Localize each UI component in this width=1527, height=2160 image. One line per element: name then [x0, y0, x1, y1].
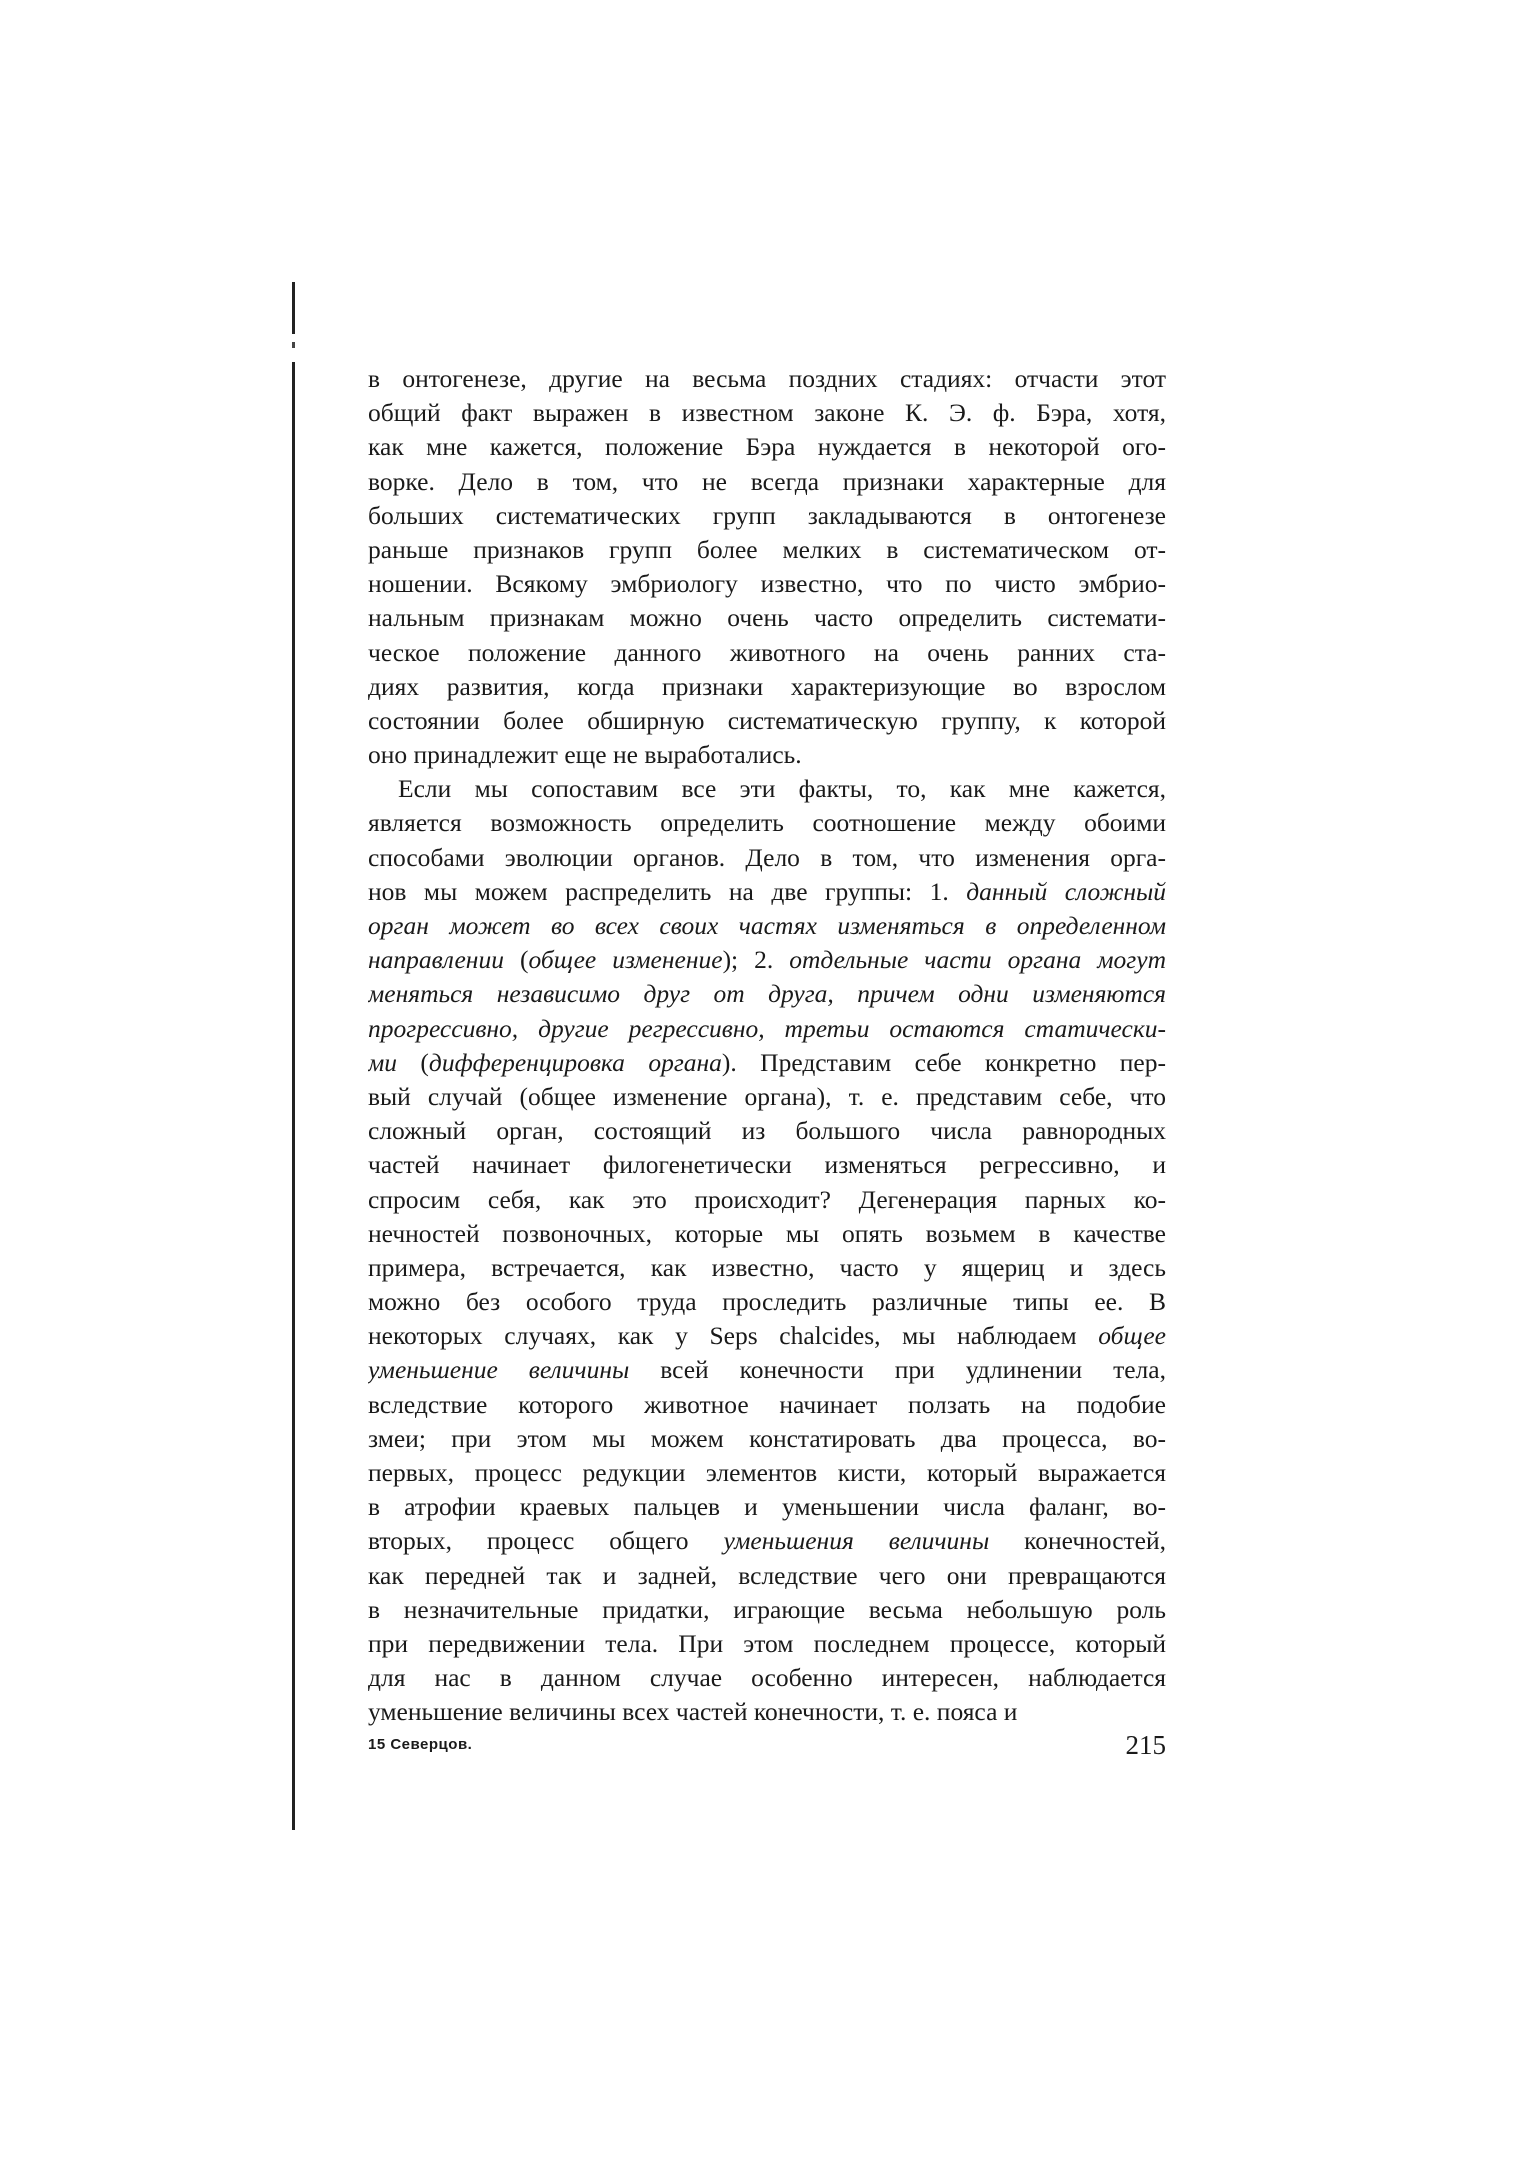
- text-span: в атрофии краевых пальцев и уменьшении числа фаланг, во-: [368, 1492, 1166, 1522]
- text-span: общий факт выражен в известном законе К. Э. ф. Бэра, хотя,: [368, 398, 1166, 428]
- text-line: [368, 1319, 1166, 1353]
- text-span: раньше признаков групп более мелких в систематическом от-: [368, 534, 1166, 564]
- page-body-text: [368, 362, 1166, 1730]
- text-span: ношении. Всякому эмбриологу известно, что по чисто эмбрио-: [368, 569, 1166, 599]
- text-line: [368, 601, 1166, 635]
- page-number: 215: [1125, 1730, 1166, 1760]
- text-span: нечностей позвоночных, которые мы опять возьмем в качестве: [368, 1218, 1166, 1248]
- text-line: [368, 1251, 1166, 1285]
- text-line: [368, 465, 1166, 499]
- text-line: [368, 875, 1166, 909]
- text-line: [368, 533, 1166, 567]
- text-line: [368, 1593, 1166, 1627]
- text-span: в онтогенезе, другие на весьма поздних стадиях: отчасти этот: [368, 364, 1166, 393]
- text-span: сложный орган, состоящий из большого числа равнородных: [368, 1116, 1166, 1146]
- text-line: [368, 1388, 1166, 1422]
- text-span: уменьшение величины всех частей конечности, т. е. пояса и: [368, 1697, 1018, 1727]
- text-line: [368, 1422, 1166, 1456]
- text-span: нальным признакам можно очень часто определить системати-: [368, 603, 1166, 633]
- text-line: [368, 636, 1166, 670]
- text-span: всей конечности при удлинении тела,: [629, 1355, 1166, 1385]
- text-span: (: [503, 945, 529, 975]
- text-line: [368, 1490, 1166, 1524]
- italic-text-span: направлении: [368, 945, 504, 975]
- binding-edge-lower: [292, 362, 295, 1830]
- binding-edge-upper: [292, 282, 295, 334]
- text-span: состоянии более обширную систематическую группу, к которой: [368, 705, 1166, 735]
- text-span: нов мы можем распределить на две группы: 1.: [368, 876, 967, 906]
- italic-text-span: прогрессивно, другие регрессивно, третьи остаются статически-: [368, 1013, 1166, 1043]
- text-line: [368, 1456, 1166, 1490]
- text-line: [368, 567, 1166, 601]
- text-span: способами эволюции органов. Дело в том, что изменения орга-: [368, 842, 1166, 872]
- text-span: примера, встречается, как известно, часто у ящериц и здесь: [368, 1252, 1166, 1282]
- text-line: [368, 670, 1166, 704]
- text-span: диях развития, когда признаки характеризующие во взрослом: [368, 671, 1166, 701]
- text-line: [368, 430, 1166, 464]
- text-line: [368, 841, 1166, 875]
- text-span: (: [397, 1047, 429, 1077]
- text-span: для нас в данном случае особенно интересен, наблюдается: [368, 1663, 1166, 1693]
- text-line: [368, 1148, 1166, 1182]
- text-line: [368, 1046, 1166, 1080]
- text-span: вследствие которого животное начинает ползать на подобие: [368, 1389, 1166, 1419]
- text-span: как передней так и задней, вследствие чего они превращаются: [368, 1560, 1166, 1590]
- italic-text-span: общее изменение: [528, 945, 723, 975]
- text-line: [368, 1524, 1166, 1558]
- text-span: ческое положение данного животного на очень ранних ста-: [368, 637, 1166, 667]
- text-line: [368, 1217, 1166, 1251]
- text-line: [368, 704, 1166, 738]
- page-footer: [368, 1730, 1166, 1770]
- text-span: оно принадлежит еще не выработались.: [368, 740, 802, 770]
- text-line: [368, 499, 1166, 533]
- text-line: [368, 1627, 1166, 1661]
- text-line: [368, 362, 1166, 396]
- text-line: [368, 1080, 1166, 1114]
- text-span: вторых, процесс общего: [368, 1526, 724, 1556]
- italic-text-span: отдельные части органа могут: [789, 945, 1166, 975]
- text-span: является возможность определить соотношение между обоими: [368, 808, 1166, 838]
- text-span: можно без особого труда проследить различные типы ее. В: [368, 1287, 1166, 1317]
- italic-text-span: ми: [368, 1047, 398, 1077]
- italic-text-span: меняться независимо друг от друга, причем одни изменяются: [368, 979, 1166, 1009]
- binding-edge-tick: [292, 342, 295, 348]
- text-line: [368, 1695, 1166, 1729]
- text-span: конечностей,: [989, 1526, 1166, 1556]
- text-line: [368, 738, 1166, 772]
- italic-text-span: данный сложный: [966, 876, 1166, 906]
- text-span: частей начинает филогенетически изменяться регрессивно, и: [368, 1150, 1166, 1180]
- text-line: [368, 1353, 1166, 1387]
- text-line: [368, 977, 1166, 1011]
- text-line: [368, 1661, 1166, 1695]
- text-line: [368, 909, 1166, 943]
- text-line: [368, 943, 1166, 977]
- printer-signature-mark: 15 Северцов.: [368, 1736, 473, 1753]
- italic-text-span: общее: [1098, 1321, 1166, 1351]
- text-span: спросим себя, как это происходит? Дегенерация парных ко-: [368, 1184, 1166, 1214]
- italic-text-span: дифференцировка органа: [428, 1047, 722, 1077]
- text-span: ). Представим себе конкретно пер-: [721, 1047, 1166, 1077]
- text-line: [368, 1285, 1166, 1319]
- text-line: [368, 396, 1166, 430]
- text-span: змеи; при этом мы можем констатировать два процесса, во-: [368, 1423, 1166, 1453]
- text-line: [368, 806, 1166, 840]
- text-line: [368, 1114, 1166, 1148]
- italic-text-span: уменьшения величины: [723, 1526, 990, 1556]
- text-line: [368, 1012, 1166, 1046]
- text-span: ); 2.: [722, 945, 790, 975]
- text-span: больших систематических групп закладываются в онтогенезе: [368, 500, 1166, 530]
- text-span: Если мы сопоставим все эти факты, то, как мне кажется,: [398, 774, 1166, 804]
- italic-text-span: орган может во всех своих частях изменяться в определенном: [368, 911, 1166, 940]
- text-span: некоторых случаях, как у Seps chalcides, мы наблюдаем: [368, 1321, 1099, 1351]
- text-line: [368, 1183, 1166, 1217]
- text-line: [368, 772, 1166, 806]
- text-span: как мне кажется, положение Бэра нуждается в некоторой ого-: [368, 432, 1166, 462]
- text-span: в незначительные придатки, играющие весьма небольшую роль: [368, 1594, 1166, 1624]
- text-span: ворке. Дело в том, что не всегда признаки характерные для: [368, 466, 1166, 496]
- text-line: [368, 1559, 1166, 1593]
- text-span: вый случай (общее изменение органа), т. е. представим себе, что: [368, 1081, 1166, 1111]
- text-span: при передвижении тела. При этом последнем процессе, который: [368, 1628, 1166, 1658]
- text-span: первых, процесс редукции элементов кисти, который выражается: [368, 1458, 1166, 1487]
- italic-text-span: уменьшение величины: [368, 1355, 630, 1385]
